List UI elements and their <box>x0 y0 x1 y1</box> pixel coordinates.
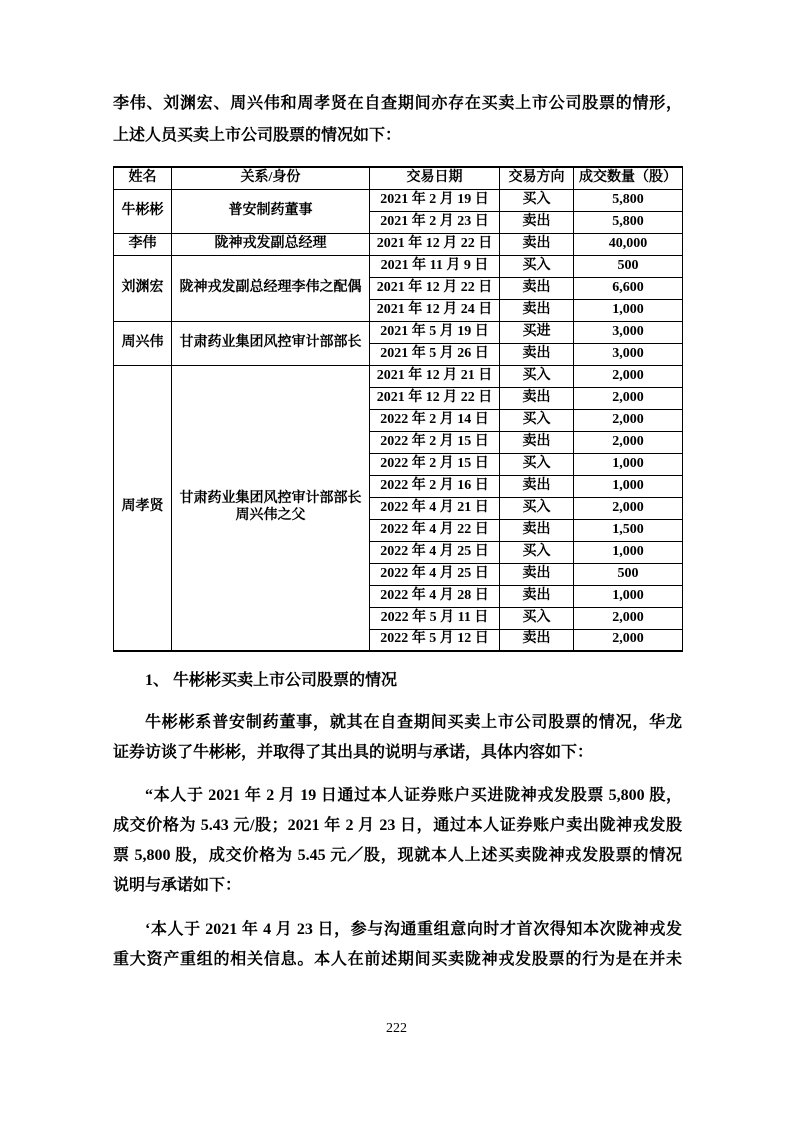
relation-cell: 甘肃药业集团风控审计部部长 <box>172 321 370 365</box>
trade-quantity-cell: 3,000 <box>574 321 683 343</box>
body-line: 重大资产重组的相关信息。本人在前述期间买卖陇神戎发股票的行为是在并未 <box>113 951 682 968</box>
trade-date-cell: 2022 年 2 月 15 日 <box>370 453 500 475</box>
trade-quantity-cell: 5,800 <box>574 189 683 211</box>
body-line: 证券访谈了牛彬彬，并取得了其出具的说明与承诺，具体内容如下： <box>113 744 594 761</box>
trade-date-cell: 2022 年 2 月 15 日 <box>370 431 500 453</box>
body-line: “本人于 2021 年 2 月 19 日通过本人证券账户买进陇神戎发股票 5,800 股， <box>145 787 682 804</box>
person-name-cell: 周兴伟 <box>114 321 172 365</box>
person-name-cell: 周孝贤 <box>114 365 172 651</box>
trade-date-cell: 2022 年 4 月 25 日 <box>370 541 500 563</box>
trade-direction-cell: 卖出 <box>500 299 574 321</box>
trade-quantity-cell: 2,000 <box>574 365 683 387</box>
relation-cell: 陇神戎发副总经理 <box>172 233 370 255</box>
trades-table-body <box>114 189 683 651</box>
trade-direction-cell: 卖出 <box>500 563 574 585</box>
trade-direction-cell: 卖出 <box>500 277 574 299</box>
paragraph <box>113 708 682 768</box>
column-header: 姓名 <box>114 167 172 189</box>
trade-quantity-cell: 2,000 <box>574 607 683 629</box>
trade-direction-cell: 卖出 <box>500 233 574 255</box>
trade-direction-cell: 卖出 <box>500 585 574 607</box>
trade-direction-cell: 买入 <box>500 365 574 387</box>
trade-date-cell: 2022 年 5 月 11 日 <box>370 607 500 629</box>
trade-direction-cell: 卖出 <box>500 519 574 541</box>
trade-date-cell: 2022 年 4 月 25 日 <box>370 563 500 585</box>
trade-quantity-cell: 1,000 <box>574 541 683 563</box>
trade-quantity-cell: 2,000 <box>574 387 683 409</box>
column-header: 成交数量（股） <box>574 167 683 189</box>
page-number: 222 <box>386 1021 407 1036</box>
trade-direction-cell: 买入 <box>500 497 574 519</box>
column-header: 交易方向 <box>500 167 574 189</box>
table-row <box>114 233 683 255</box>
trade-quantity-cell: 1,000 <box>574 585 683 607</box>
body-line: 成交价格为 5.43 元/股；2021 年 2 月 23 日，通过本人证券账户卖出陇神戎发股 <box>113 817 682 834</box>
trade-quantity-cell: 2,000 <box>574 409 683 431</box>
trade-quantity-cell: 1,500 <box>574 519 683 541</box>
relation-cell: 普安制药董事 <box>172 189 370 233</box>
trade-date-cell: 2021 年 2 月 19 日 <box>370 189 500 211</box>
body-line: ‘本人于 2021 年 4 月 23 日，参与沟通重组意向时才首次得知本次陇神戎发 <box>145 921 682 938</box>
person-name-cell: 李伟 <box>114 233 172 255</box>
trade-direction-cell: 买入 <box>500 607 574 629</box>
trade-date-cell: 2022 年 2 月 14 日 <box>370 409 500 431</box>
stock-trades-table <box>113 166 683 652</box>
person-name-cell: 刘渊宏 <box>114 255 172 321</box>
trade-date-cell: 2021 年 12 月 22 日 <box>370 277 500 299</box>
trade-quantity-cell: 6,600 <box>574 277 683 299</box>
trade-date-cell: 2021 年 12 月 21 日 <box>370 365 500 387</box>
trade-direction-cell: 卖出 <box>500 475 574 497</box>
trade-quantity-cell: 500 <box>574 563 683 585</box>
relation-cell: 甘肃药业集团风控审计部部长 周兴伟之父 <box>172 365 370 651</box>
intro-line: 李伟、刘渊宏、周兴伟和周孝贤在自查期间亦存在买卖上市公司股票的情形， <box>113 95 682 112</box>
trade-direction-cell: 卖出 <box>500 629 574 651</box>
trade-direction-cell: 卖出 <box>500 431 574 453</box>
trade-quantity-cell: 2,000 <box>574 629 683 651</box>
trade-quantity-cell: 500 <box>574 255 683 277</box>
body-line: 说明与承诺如下： <box>113 877 242 894</box>
trade-direction-cell: 买进 <box>500 321 574 343</box>
trade-date-cell: 2021 年 5 月 26 日 <box>370 343 500 365</box>
body-line: 票 5,800 股，成交价格为 5.45 元／股，现就本人上述买卖陇神戎发股票的情况 <box>113 847 682 864</box>
trade-quantity-cell: 3,000 <box>574 343 683 365</box>
trade-quantity-cell: 5,800 <box>574 211 683 233</box>
trade-date-cell: 2021 年 12 月 22 日 <box>370 387 500 409</box>
trade-date-cell: 2021 年 5 月 19 日 <box>370 321 500 343</box>
paragraph <box>113 781 682 901</box>
table-row <box>114 365 683 387</box>
relation-cell: 陇神戎发副总经理李伟之配偶 <box>172 255 370 321</box>
trade-direction-cell: 买入 <box>500 255 574 277</box>
column-header: 交易日期 <box>370 167 500 189</box>
trade-date-cell: 2021 年 12 月 24 日 <box>370 299 500 321</box>
table-row <box>114 321 683 343</box>
section-heading: 1、 牛彬彬买卖上市公司股票的情况 <box>145 672 398 689</box>
page-content <box>113 88 682 975</box>
trade-quantity-cell: 1,000 <box>574 299 683 321</box>
paragraph <box>113 915 682 975</box>
trade-quantity-cell: 2,000 <box>574 497 683 519</box>
trade-date-cell: 2021 年 12 月 22 日 <box>370 233 500 255</box>
intro-line: 上述人员买卖上市公司股票的情况如下： <box>113 127 402 144</box>
table-row <box>114 255 683 277</box>
trade-direction-cell: 卖出 <box>500 387 574 409</box>
trade-direction-cell: 卖出 <box>500 211 574 233</box>
trade-date-cell: 2022 年 4 月 22 日 <box>370 519 500 541</box>
trade-date-cell: 2021 年 11 月 9 日 <box>370 255 500 277</box>
body-line: 牛彬彬系普安制药董事，就其在自查期间买卖上市公司股票的情况，华龙 <box>145 714 682 731</box>
trade-direction-cell: 买入 <box>500 453 574 475</box>
table-row <box>114 189 683 211</box>
person-name-cell: 牛彬彬 <box>114 189 172 233</box>
trade-direction-cell: 卖出 <box>500 343 574 365</box>
trade-date-cell: 2022 年 4 月 21 日 <box>370 497 500 519</box>
trade-quantity-cell: 1,000 <box>574 453 683 475</box>
trade-date-cell: 2022 年 4 月 28 日 <box>370 585 500 607</box>
trade-date-cell: 2022 年 5 月 12 日 <box>370 629 500 651</box>
trade-date-cell: 2021 年 2 月 23 日 <box>370 211 500 233</box>
trade-direction-cell: 买入 <box>500 409 574 431</box>
trade-quantity-cell: 2,000 <box>574 431 683 453</box>
trade-direction-cell: 买入 <box>500 541 574 563</box>
trade-date-cell: 2022 年 2 月 16 日 <box>370 475 500 497</box>
trade-quantity-cell: 40,000 <box>574 233 683 255</box>
trade-quantity-cell: 1,000 <box>574 475 683 497</box>
table-header-row <box>114 167 683 189</box>
intro-paragraph <box>113 88 682 152</box>
column-header: 关系/身份 <box>172 167 370 189</box>
trade-direction-cell: 买入 <box>500 189 574 211</box>
